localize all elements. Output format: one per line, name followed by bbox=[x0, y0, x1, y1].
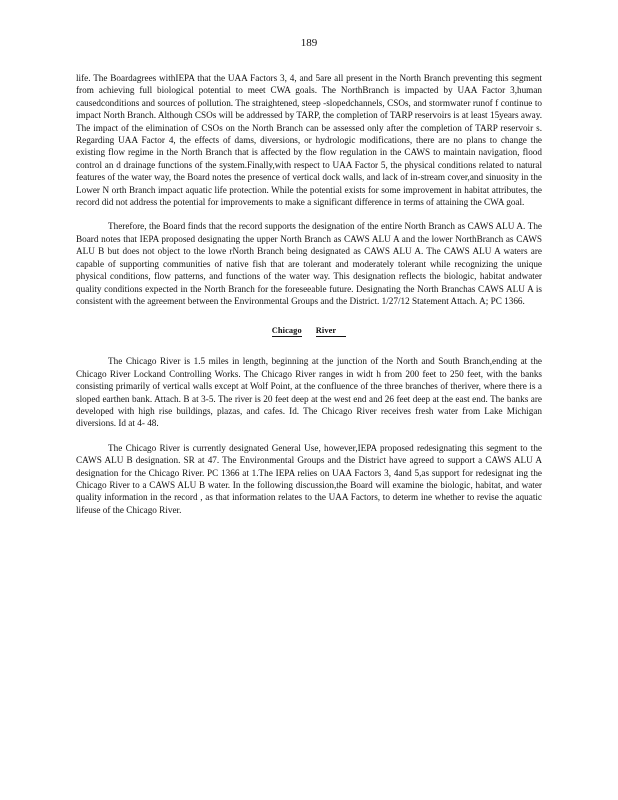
section-heading-word-2: River bbox=[316, 326, 347, 337]
page-number: 189 bbox=[300, 37, 318, 49]
section-heading-chicago-river bbox=[76, 326, 542, 335]
section-heading-word-1: Chicago bbox=[271, 326, 302, 336]
paragraph-north-branch-factors: life. The Boardagrees withIEPA that the UAA Factors 3, 4, and 5are all present in the North Branch preventing this segment from achieving full biological potential to meet CWA goals. The NorthBranch is impacted by UAA Factor 3,human causedconditions and sources of pollution. The straightened, steep -slopedchannels, CSOs, and stormwater runof f continue to impact North Branch. Although CSOs will be addressed by TARP, the completion of TARP reservoirs is at least 15years away. The impact of the elimination of CSOs on the North Branch can be assessed only after the completion of TARP reservoir s. Regarding UAA Factor 4, the effects of dams, diversions, or hydrologic modifications, there are no plans to change the existing flow regime in the North Branch that is affected by the flow regulation in the CAWS to maintain navigation, flood control an d drainage functions of the system.Finally,with respect to UAA Factor 5, the physical conditions related to natural features of the water way, the Board notes the presence of vertical dock walls, and lack of in-stream cover,and sinuosity in the Lower N orth Branch impact aquatic life protection. While the potential exists for some improvement in habitat attributes, the record did not address the potential for improvements to make a significant difference in terms of attaining the CWA goal. bbox=[76, 73, 542, 208]
document-body bbox=[76, 72, 542, 516]
paragraph-chicago-river-designation: The Chicago River is currently designated General Use, however,IEPA proposed redesignating this segment to the CAWS ALU B designation. SR at 47. The Environmental Groups and the District have agreed to support a CAWS ALU A designation for the Chicago River. PC 1366 at 1.The IEPA relies on UAA Factors 3, 4and 5,as support for redesignat ing the Chicago River to a CAWS ALU B water. In the following discussion,the Board will examine the biologic, habitat, and water quality information in the record , as that information relates to the UAA Factors, to determ ine whether to revise the aquatic lifeuse of the Chicago River. bbox=[76, 442, 542, 515]
paragraph-north-branch-designation: Therefore, the Board finds that the record supports the designation of the entire North Branch as CAWS ALU A. The Board notes that IEPA proposed designating the upper North Branch as CAWS ALU A and the lower NorthBranch as CAWS ALU B but does not object to the lowe rNorth Branch being designated as CAWS ALU A. The CAWS ALU A waters are capable of supporting communities of native fish that are tolerant and moderately tolerant while recognizing the unique physical conditions, flow patterns, and functions of the water way. This designation reflects the biologic, habitat andwater quality conditions expected in the North Branch for the foreseeable future. Designating the North Branchas CAWS ALU A is consistent with the agreement between the Environmental Groups and the District. 1/27/12 Statement Attach. A; PC 1366. bbox=[76, 221, 542, 306]
paragraph-chicago-river-description: The Chicago River is 1.5 miles in length, beginning at the junction of the North and South Branch,ending at the Chicago River Lockand Controlling Works. The Chicago River ranges in widt h from 200 feet to 250 feet, with the banks consisting primarily of vertical walls except at Wolf Point, at the confluence of the three branches of theriver, where there is a sloped earthen bank. Attach. B at 3-5. The river is 20 feet deep at the west end and 26 feet deep at the east end. The banks are developed with high rise buildings, plazas, and cafes. Id. The Chicago River receives fresh water from Lake Michigan diversions. Id at 4- 48. bbox=[76, 356, 542, 429]
